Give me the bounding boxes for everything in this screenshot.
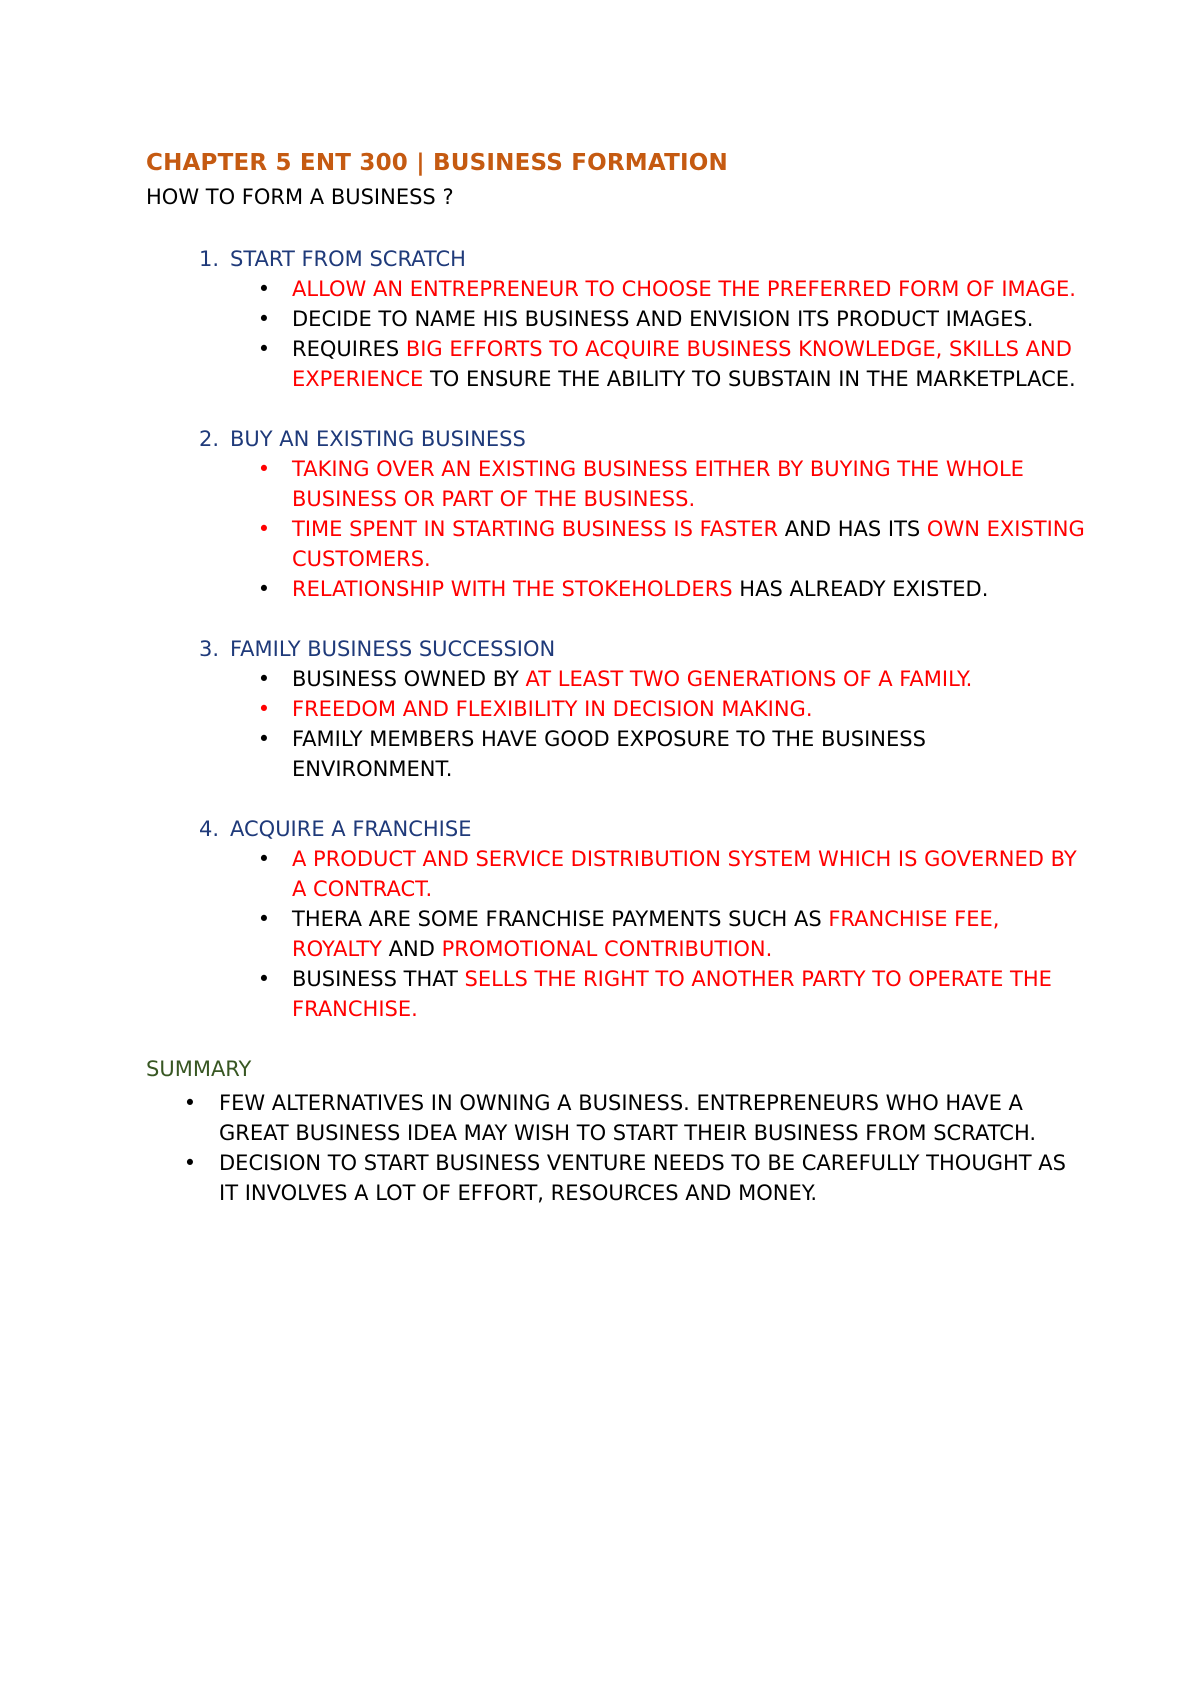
- body-text: HAS ALREADY EXISTED.: [732, 577, 989, 601]
- list-item: [146, 724, 1086, 784]
- section-number: 4.: [198, 817, 219, 841]
- highlighted-text: SELLS THE RIGHT TO ANOTHER PARTY TO OPERATE THE FRANCHISE.: [292, 967, 1052, 1021]
- summary-text: FEW ALTERNATIVES IN OWNING A BUSINESS. ENTREPRENEURS WHO HAVE A GREAT BUSINESS IDEA MAY WISH TO START THEIR BUSINESS FROM SCRATCH.: [219, 1091, 1037, 1145]
- bullet-icon: •: [257, 667, 271, 691]
- bullet-list: [146, 844, 1086, 1024]
- highlighted-text: A PRODUCT AND SERVICE DISTRIBUTION SYSTEM WHICH IS GOVERNED BY A CONTRACT.: [292, 847, 1077, 901]
- body-text: TO ENSURE THE ABILITY TO SUBSTAIN IN THE MARKETPLACE.: [423, 367, 1076, 391]
- body-text: AND: [382, 937, 442, 961]
- list-item: [146, 454, 1086, 514]
- body-text: REQUIRES: [292, 337, 406, 361]
- summary-text: DECISION TO START BUSINESS VENTURE NEEDS TO BE CAREFULLY THOUGHT AS IT INVOLVES A LOT OF EFFORT, RESOURCES AND MONEY.: [219, 1151, 1066, 1205]
- summary-item: [146, 1148, 1086, 1208]
- section-heading-text: BUY AN EXISTING BUSINESS: [230, 427, 526, 451]
- list-item: [146, 334, 1086, 394]
- summary-heading: SUMMARY: [146, 1057, 252, 1081]
- document-title: CHAPTER 5 ENT 300 | BUSINESS FORMATION: [146, 150, 728, 176]
- list-item: [146, 694, 1086, 724]
- body-text: FAMILY MEMBERS HAVE GOOD EXPOSURE TO THE BUSINESS ENVIRONMENT.: [292, 727, 926, 781]
- bullet-icon: •: [257, 337, 271, 361]
- highlighted-text: PROMOTIONAL CONTRIBUTION.: [441, 937, 773, 961]
- bullet-icon: •: [257, 307, 271, 331]
- section-heading-text: FAMILY BUSINESS SUCCESSION: [230, 637, 556, 661]
- section-heading: [146, 814, 1086, 844]
- bullet-icon: •: [257, 697, 271, 721]
- summary-list: [146, 1088, 1086, 1208]
- document-subtitle: HOW TO FORM A BUSINESS ?: [146, 185, 454, 209]
- section-number: 1.: [198, 247, 219, 271]
- body-text: AND HAS ITS: [778, 517, 927, 541]
- highlighted-text: FREEDOM AND FLEXIBILITY IN DECISION MAKING.: [292, 697, 813, 721]
- bullet-list: [146, 454, 1086, 604]
- highlighted-text: BIG EFFORTS TO ACQUIRE BUSINESS KNOWLEDGE, SKILLS AND EXPERIENCE: [292, 337, 1072, 391]
- bullet-icon: •: [257, 517, 271, 541]
- body-text: THERA ARE SOME FRANCHISE PAYMENTS SUCH AS: [292, 907, 829, 931]
- body-text: DECIDE TO NAME HIS BUSINESS AND ENVISION ITS PRODUCT IMAGES.: [292, 307, 1034, 331]
- section-number: 3.: [198, 637, 219, 661]
- section-heading: [146, 424, 1086, 454]
- bullet-icon: •: [257, 967, 271, 991]
- highlighted-text: RELATIONSHIP WITH THE STOKEHOLDERS: [292, 577, 733, 601]
- bullet-icon: •: [257, 277, 271, 301]
- list-item: [146, 964, 1086, 1024]
- summary-section: [146, 1054, 1086, 1208]
- list-item: [146, 904, 1086, 964]
- list-item: [146, 844, 1086, 904]
- highlighted-text: AT LEAST TWO GENERATIONS OF A FAMILY.: [525, 667, 973, 691]
- summary-item: [146, 1088, 1086, 1148]
- body-text: BUSINESS THAT: [292, 967, 465, 991]
- list-item: [146, 514, 1086, 574]
- section-heading: [146, 244, 1086, 274]
- section-number: 2.: [198, 427, 219, 451]
- bullet-icon: •: [257, 847, 271, 871]
- bullet-icon: •: [183, 1091, 197, 1115]
- list-item: [146, 274, 1086, 304]
- section-3: [146, 634, 1086, 784]
- document-content: [146, 146, 1086, 1208]
- sections-list: [146, 244, 1086, 1024]
- body-text: BUSINESS OWNED BY: [292, 667, 526, 691]
- section-heading: [146, 634, 1086, 664]
- bullet-icon: •: [257, 457, 271, 481]
- section-2: [146, 424, 1086, 604]
- bullet-list: [146, 274, 1086, 394]
- bullet-icon: •: [257, 907, 271, 931]
- bullet-icon: •: [183, 1151, 197, 1175]
- section-1: [146, 244, 1086, 394]
- bullet-icon: •: [257, 727, 271, 751]
- section-4: [146, 814, 1086, 1024]
- list-item: [146, 304, 1086, 334]
- list-item: [146, 574, 1086, 604]
- bullet-list: [146, 664, 1086, 784]
- highlighted-text: OWN EXISTING CUSTOMERS.: [292, 517, 1085, 571]
- highlighted-text: TAKING OVER AN EXISTING BUSINESS EITHER BY BUYING THE WHOLE BUSINESS OR PART OF THE BUSINESS.: [292, 457, 1024, 511]
- list-item: [146, 664, 1086, 694]
- highlighted-text: TIME SPENT IN STARTING BUSINESS IS FASTER: [292, 517, 779, 541]
- highlighted-text: ALLOW AN ENTREPRENEUR TO CHOOSE THE PREFERRED FORM OF IMAGE.: [292, 277, 1076, 301]
- section-heading-text: ACQUIRE A FRANCHISE: [230, 817, 472, 841]
- highlighted-text: FRANCHISE FEE, ROYALTY: [292, 907, 1000, 961]
- bullet-icon: •: [257, 577, 271, 601]
- section-heading-text: START FROM SCRATCH: [230, 247, 466, 271]
